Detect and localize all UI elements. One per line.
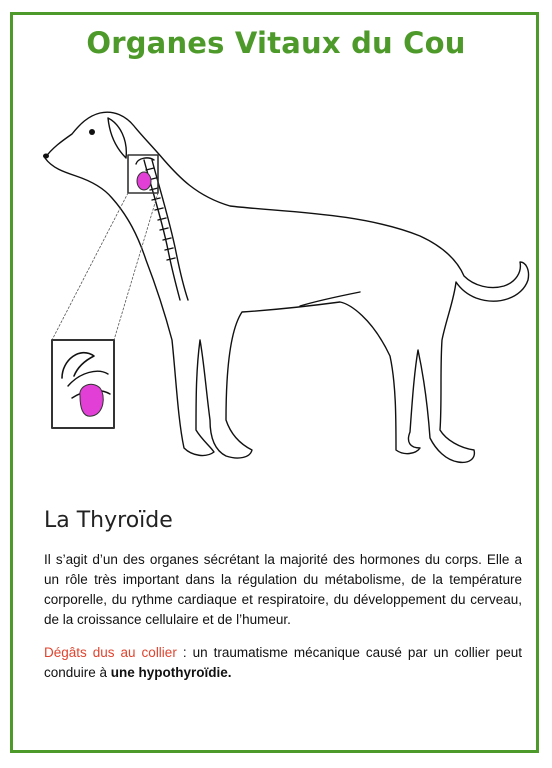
description-paragraph: Il s’agit d’un des organes sécrétant la majorité des hormones du corps. Elle a un rôle très important dans la régulation du métabolisme, de la température corporelle, du rythme cardiaque et respiratoire, du développement du cerveau, de la croissance cellulaire et de l’humeur.	[44, 552, 522, 627]
dog-outline	[45, 112, 529, 462]
thyroid-gland-small	[137, 172, 151, 190]
warning-paragraph	[44, 643, 522, 683]
warning-label: Dégâts dus au collier	[44, 645, 177, 660]
warning-text: : un traumatisme mécanique causé par un collier peut conduire à	[44, 645, 522, 680]
section-title: La Thyroïde	[44, 508, 173, 533]
dog-nose	[43, 154, 49, 159]
thyroid-gland-inset	[80, 384, 103, 416]
page-title: Organes Vitaux du Cou	[86, 26, 466, 60]
warning-emphasis: une hypothyroïdie.	[110, 665, 232, 680]
dog-ear	[108, 118, 126, 158]
dog-eye	[89, 129, 95, 135]
